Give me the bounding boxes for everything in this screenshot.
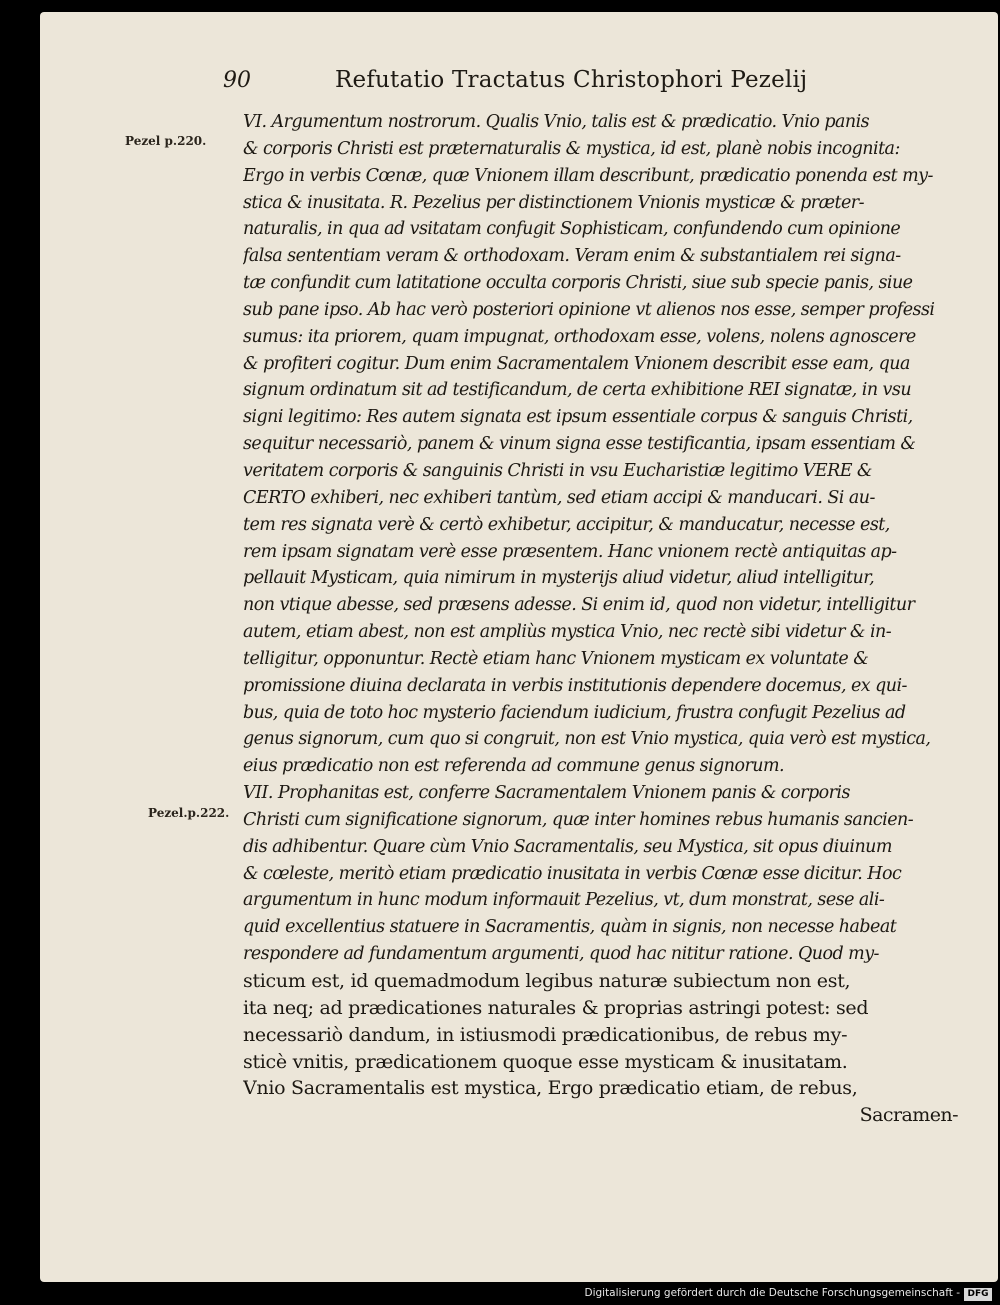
text-line: VI. Argumentum nostrorum. Qualis Vnio, talis est & prædicatio. Vnio panis <box>243 112 870 132</box>
body-text <box>243 109 958 1129</box>
text-line: stica & inusitata. R. Pezelius per distinctionem Vnionis mysticæ & præter- <box>243 192 864 213</box>
text-line: rem ipsam signatam verè esse præsentem. Hanc vnionem rectè antiquitas ap- <box>243 541 897 562</box>
text-line: eius prædicatio non est referenda ad commune genus signorum. <box>243 756 785 777</box>
text-line: genus signorum, cum quo si congruit, non est Vnio mystica, quia verò est mystica, <box>243 729 931 750</box>
text-line: argumentum in hunc modum informauit Pezelius, vt, dum monstrat, sese ali- <box>243 890 885 911</box>
text-line: falsa sententiam veram & orthodoxam. Veram enim & substantialem rei signa- <box>243 246 901 267</box>
text-line: & profiteri cogitur. Dum enim Sacramentalem Vnionem describit esse eam, qua <box>243 353 910 374</box>
text-line: Ergo in verbis Cœnæ, quæ Vnionem illam describunt, prædicatio ponenda est my- <box>243 165 933 186</box>
footer-credit: Digitalisierung gefördert durch die Deutsche Forschungsgemeinschaft - <box>584 1287 960 1299</box>
catchword: Sacramen- <box>859 1104 958 1127</box>
text-line: tæ confundit cum latitatione occulta corporis Christi, siue sub specie panis, siue <box>243 273 913 294</box>
text-line: Vnio Sacramentalis est mystica, Ergo prædicatio etiam, de rebus, <box>243 1077 858 1100</box>
margin-note-1: Pezel p.220. <box>125 134 207 148</box>
running-title: Refutatio Tractatus Christophori Pezelij <box>335 67 808 93</box>
text-line: naturalis, in qua ad vsitatam confugit Sophisticam, confundendo cum opinione <box>243 219 901 240</box>
text-line: quid excellentius statuere in Sacramentis, quàm in signis, non necesse habeat <box>243 917 897 938</box>
text-line: & corporis Christi est præternaturalis & mystica, id est, planè nobis incognita: <box>243 138 900 159</box>
page-number: 90 <box>223 68 251 93</box>
text-line: & cœleste, meritò etiam prædicatio inusitata in verbis Cœnæ esse dicitur. Hoc <box>243 863 902 884</box>
text-line: sub pane ipso. Ab hac verò posteriori opinione vt alienos nos esse, semper professi <box>243 299 935 320</box>
text-line: dis adhibentur. Quare cùm Vnio Sacramentalis, seu Mystica, sit opus diuinum <box>243 836 892 857</box>
text-line: pellauit Mysticam, quia nimirum in mysterijs aliud videtur, aliud intelligitur, <box>243 568 875 589</box>
text-line: autem, etiam abest, non est ampliùs mystica Vnio, nec rectè sibi videtur & in- <box>243 622 892 643</box>
text-line: signum ordinatum sit ad testificandum, de certa exhibitione REI signatæ, in vsu <box>243 380 912 401</box>
text-line: sumus: ita priorem, quam impugnat, orthodoxam esse, volens, nolens agnoscere <box>243 326 916 347</box>
text-line: promissione diuina declarata in verbis institutionis dependere docemus, ex qui- <box>243 675 907 696</box>
text-line: ita neq; ad prædicationes naturales & proprias astringi potest: sed <box>243 996 869 1019</box>
margin-note-2: Pezel.p.222. <box>148 806 230 820</box>
text-line: sticum est, id quemadmodum legibus naturæ subiectum non est, <box>243 970 851 992</box>
dfg-logo: DFG <box>964 1288 992 1301</box>
text-line: telligitur, opponuntur. Rectè etiam hanc Vnionem mysticam ex voluntate & <box>243 648 869 669</box>
text-line: sequitur necessariò, panem & vinum signa esse testificantia, ipsam essentiam & <box>243 434 916 455</box>
text-line: respondere ad fundamentum argumenti, quod hac nititur ratione. Quod my- <box>243 944 879 965</box>
text-line: sticè vnitis, prædicationem quoque esse mysticam & inusitatam. <box>243 1050 848 1073</box>
text-line: necessariò dandum, in istiusmodi prædicationibus, de rebus my- <box>243 1023 848 1046</box>
text-line: Christi cum significatione signorum, quæ inter homines rebus humanis sancien- <box>243 809 914 830</box>
book-page <box>40 12 998 1282</box>
footer-bar <box>0 1284 1000 1305</box>
text-line: bus, quia de toto hoc mysterio faciendum iudicium, frustra confugit Pezelius ad <box>243 702 906 723</box>
text-line: non vtique abesse, sed præsens adesse. Si enim id, quod non videtur, intelligitur <box>243 595 915 616</box>
page-header <box>223 64 823 98</box>
text-line: veritatem corporis & sanguinis Christi in vsu Eucharistiæ legitimo VERE & <box>243 460 872 481</box>
text-line: CERTO exhiberi, nec exhiberi tantùm, sed etiam accipi & manducari. Si au- <box>243 487 875 508</box>
text-line: VII. Prophanitas est, conferre Sacramentalem Vnionem panis & corporis <box>243 783 850 804</box>
text-line: signi legitimo: Res autem signata est ipsum essentiale corpus & sanguis Christi, <box>243 407 913 428</box>
text-line: tem res signata verè & certò exhibetur, accipitur, & manducatur, necesse est, <box>243 514 890 535</box>
